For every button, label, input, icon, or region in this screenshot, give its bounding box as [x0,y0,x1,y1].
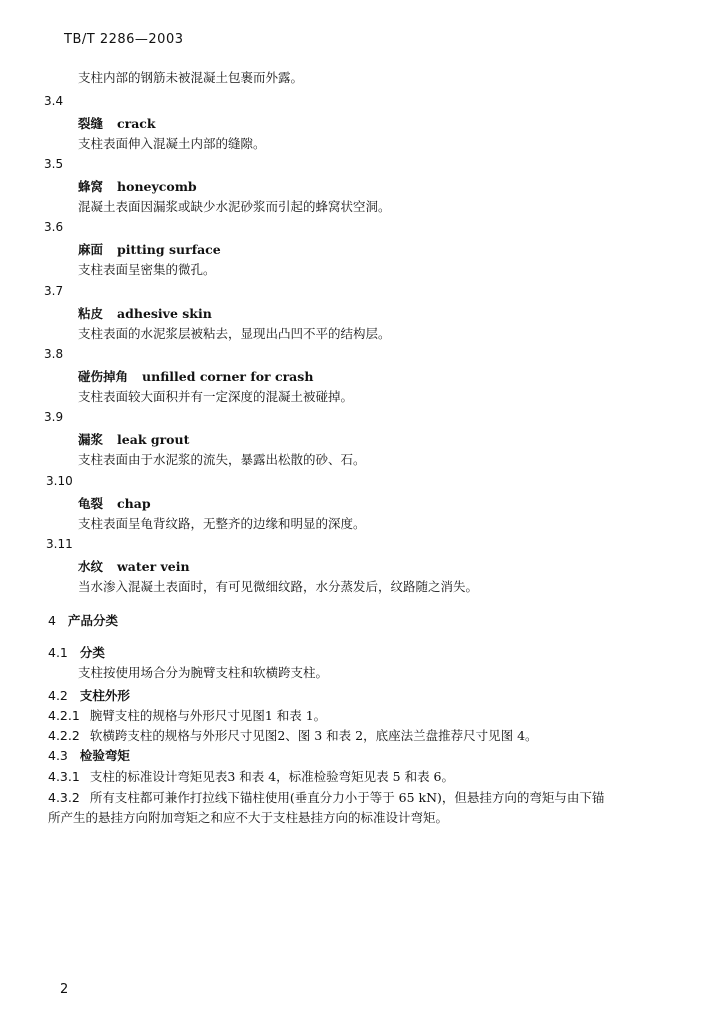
subsection-heading [48,686,130,704]
subsection-number: 4.3 [48,748,68,763]
term-en: leak grout [117,432,190,447]
subsection-title: 分类 [79,645,105,660]
term-cn: 水纹 [78,559,104,574]
term-cn: 龟裂 [78,496,104,511]
clause-text: 腕臂支柱的规格与外形尺寸见图1 和表 1。 [89,708,327,723]
term-cn: 粘皮 [78,306,104,321]
section-title: 产品分类 [67,613,118,628]
term-number: 3.6 [44,220,64,234]
term-cn: 蜂窝 [78,179,104,194]
page-number: 2 [60,982,69,997]
term-number: 3.9 [44,410,64,424]
intro-definition: 支柱内部的钢筋未被混凝土包裹而外露。 [78,70,304,85]
section-number: 4 [48,613,56,628]
term-definition: 支柱表面呈龟背纹路，无整齐的边缘和明显的深度。 [78,516,366,531]
term-definition: 支柱表面的水泥浆层被粘去，显现出凸凹不平的结构层。 [78,326,391,341]
clause-text: 软横跨支柱的规格与外形尺寸见图2、图 3 和表 2，底座法兰盘推荐尺寸见图 4。 [89,728,538,743]
term-number: 3.5 [44,157,64,171]
clause [48,767,454,785]
clause-number: 4.2.1 [48,708,80,723]
term-definition: 支柱表面呈密集的微孔。 [78,262,216,277]
subsection-text: 支柱按使用场合分为腕臂支柱和软横跨支柱。 [78,665,329,680]
term-number: 3.8 [44,347,64,361]
term-heading [78,240,221,258]
term-heading [78,114,156,132]
term-definition: 混凝土表面因漏浆或缺少水泥砂浆而引起的蜂窝状空洞。 [78,199,391,214]
subsection-heading [48,746,130,764]
clause-text: 所有支柱都可兼作打拉线下锚柱使用(垂直分力小于等于 65 kN)，但悬挂方向的弯矩与由下锚 [89,790,605,805]
clause [48,706,326,724]
term-number: 3.4 [44,94,64,108]
clause-number: 4.3.1 [48,769,80,784]
term-number: 3.10 [46,474,73,488]
term-heading [78,430,189,448]
term-definition: 支柱表面伸入混凝土内部的缝隙。 [78,136,266,151]
term-en: crack [117,116,156,131]
term-en: unfilled corner for crash [142,369,314,384]
term-number: 3.7 [44,284,64,298]
term-en: chap [117,496,151,511]
term-heading [78,367,313,385]
term-cn: 漏浆 [78,432,104,447]
term-en: adhesive skin [117,306,212,321]
subsection-title: 检验弯矩 [79,748,130,763]
clause-number: 4.3.2 [48,790,80,805]
subsection-number: 4.1 [48,645,68,660]
term-definition: 当水渗入混凝土表面时，有可见微细纹路，水分蒸发后，纹路随之消失。 [78,579,479,594]
subsection-number: 4.2 [48,688,68,703]
subsection-heading [48,643,105,661]
clause [48,788,604,806]
term-heading [78,557,190,575]
subsection-title: 支柱外形 [79,688,130,703]
term-heading [78,494,151,512]
section-heading [48,611,118,629]
term-definition: 支柱表面由于水泥浆的流失，暴露出松散的砂、石。 [78,452,366,467]
clause-number: 4.2.2 [48,728,80,743]
standard-header: TB/T 2286—2003 [64,32,184,47]
clause-text: 支柱的标准设计弯矩见表3 和表 4，标准检验弯矩见表 5 和表 6。 [89,769,454,784]
term-cn: 裂缝 [78,116,104,131]
term-definition: 支柱表面较大面积并有一定深度的混凝土被碰掉。 [78,389,354,404]
term-heading [78,304,212,322]
term-cn: 麻面 [78,242,104,257]
term-en: honeycomb [117,179,197,194]
term-cn: 碰伤掉角 [78,369,129,384]
clause [48,726,538,744]
term-heading [78,177,197,195]
term-number: 3.11 [46,537,73,551]
term-en: pitting surface [117,242,221,257]
term-en: water vein [117,559,190,574]
clause-continuation: 所产生的悬挂方向附加弯矩之和应不大于支柱悬挂方向的标准设计弯矩。 [48,810,449,825]
